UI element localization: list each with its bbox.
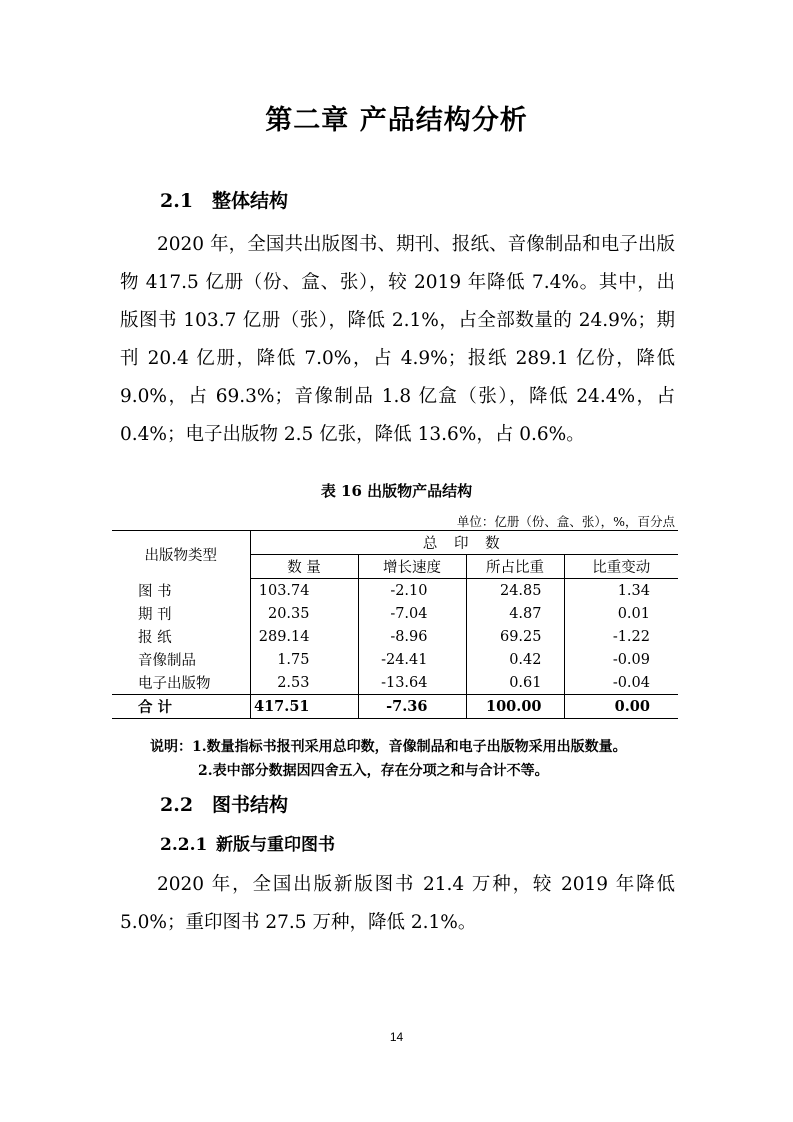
col-header-change: 比重变动 [564,555,678,579]
page-number: 14 [389,1030,404,1044]
cell-share: 0.42 [466,648,564,671]
cell-change: -1.22 [564,625,678,648]
cell-growth: -13.64 [358,671,466,695]
col-header-growth: 增长速度 [358,555,466,579]
total-quantity: 417.51 [250,695,358,719]
cell-change: -0.09 [564,648,678,671]
cell-quantity: 289.14 [250,625,358,648]
new-reprint-paragraph: 2020 年，全国出版新版图书 21.4 万种，较 2019 年降低 5.0%；重印图书 27.5 万种，降低 2.1%。 [120,874,675,933]
row-type: 图 书 [138,583,172,600]
total-growth: -7.36 [358,695,466,719]
cell-quantity: 103.74 [250,579,358,603]
cell-share: 4.87 [466,602,564,625]
row-type: 期 刊 [138,607,172,623]
section-2-1-heading [160,186,288,213]
table-row [112,625,678,648]
section-title: 图书结构 [212,794,289,816]
cell-change: 0.01 [564,602,678,625]
table-row [112,602,678,625]
table-row [112,579,678,603]
table-caption: 表 16 出版物产品结构 [320,482,473,500]
table-unit: 单位：亿册（份、盒、张），%，百分点 [456,514,675,529]
col-header-quantity: 数 量 [250,555,358,579]
total-change: 0.00 [564,695,678,719]
section-title: 整体结构 [212,190,289,212]
total-share: 100.00 [466,695,564,719]
section-title: 新版与重印图书 [216,835,335,855]
row-header: 出版物类型 [112,531,250,579]
total-label: 合 计 [112,695,250,719]
chapter-title: 第二章 产品结构分析 [265,105,528,136]
section-number: 2.2.1 [160,835,208,855]
section-number: 2.1 [160,190,194,212]
col-header-share: 所占比重 [466,555,564,579]
row-type: 电子出版物 [138,676,211,692]
cell-share: 69.25 [466,625,564,648]
cell-growth: -2.10 [358,579,466,603]
cell-quantity: 1.75 [250,648,358,671]
cell-growth: -24.41 [358,648,466,671]
row-type: 报 纸 [138,630,172,646]
group-header: 总 印 数 [250,531,678,555]
section-2-2-heading [160,790,288,817]
table-note-1: 说明：1.数量指标书报刊采用总印数，音像制品和电子出版物采用出版数量。 [150,739,627,755]
section-number: 2.2 [160,794,194,816]
cell-quantity: 20.35 [250,602,358,625]
cell-quantity: 2.53 [250,671,358,695]
section-2-2-1-heading [160,830,335,855]
cell-change: 1.34 [564,579,678,603]
table-row [112,648,678,671]
cell-share: 24.85 [466,579,564,603]
cell-change: -0.04 [564,671,678,695]
cell-growth: -8.96 [358,625,466,648]
cell-growth: -7.04 [358,602,466,625]
table-row [112,671,678,695]
table-note-2: 2.表中部分数据因四舍五入，存在分项之和与合计不等。 [198,763,549,779]
table-total-row [112,695,678,719]
publication-structure-table [112,530,678,719]
cell-share: 0.61 [466,671,564,695]
overview-paragraph: 2020 年，全国共出版图书、期刊、报纸、音像制品和电子出版物 417.5 亿册（份、盒、张），较 2019 年降低 7.4%。其中，出版图书 103.7 亿册（张），降低 2.1%，占全部数量的 24.9%；期刊 20.4 亿册，降低 7.0%，占 4.9%；报纸 289.1 亿份，降低 9.0%，占 69.3%；音像制品 1.8 亿盒（张），降低 24.4%，占 0.4%；电子出版物 2.5 亿张，降低 13.6%，占 0.6%。 [120,234,675,445]
row-type: 音像制品 [138,653,196,669]
